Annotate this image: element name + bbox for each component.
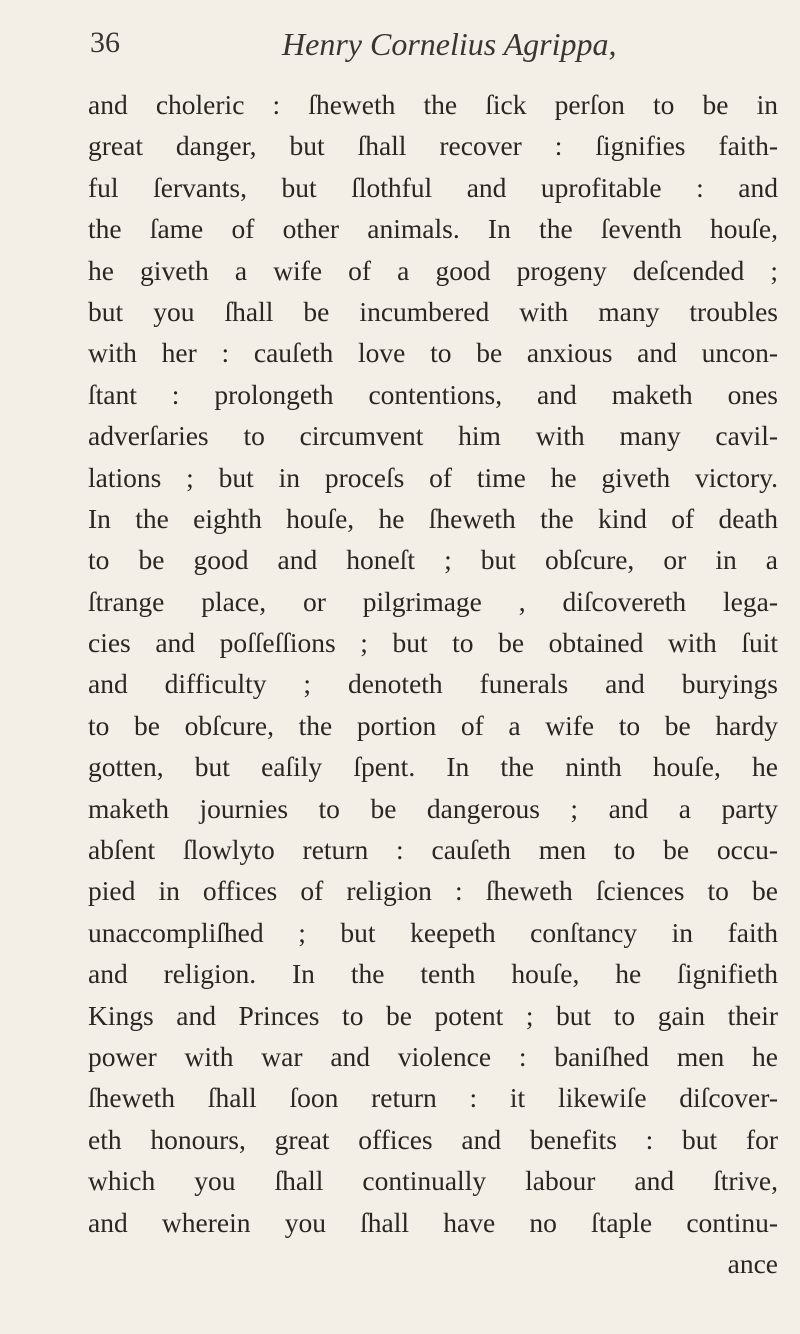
text-line: pied in offices of religion : ſheweth ſciences to be bbox=[88, 875, 778, 907]
text-line: and religion. In the tenth houſe, he ſignifieth bbox=[88, 958, 778, 990]
text-line: the ſame of other animals. In the ſeventh houſe, bbox=[88, 213, 778, 245]
text-line: adverſaries to circumvent him with many cavil- bbox=[88, 420, 778, 452]
text-line: which you ſhall continually labour and ſtrive, bbox=[88, 1165, 778, 1197]
page-number: 36 bbox=[90, 26, 120, 59]
body-text bbox=[88, 84, 778, 1284]
running-head bbox=[90, 26, 780, 66]
text-line: but you ſhall be incumbered with many troubles bbox=[88, 295, 778, 327]
text-line: to be good and honeſt ; but obſcure, or in a bbox=[88, 544, 778, 576]
text-line: ſtant : prolongeth contentions, and maketh ones bbox=[88, 378, 778, 410]
text-line: he giveth a wife of a good progeny deſcended ; bbox=[88, 254, 778, 286]
text-line: cies and poſſeſſions ; but to be obtained with ſuit bbox=[88, 627, 778, 659]
text-line: maketh journies to be dangerous ; and a party bbox=[88, 792, 778, 824]
text-line: and difficulty ; denoteth funerals and buryings bbox=[88, 668, 778, 700]
text-line: gotten, but eaſily ſpent. In the ninth houſe, he bbox=[88, 751, 778, 783]
catchword: ance bbox=[727, 1247, 778, 1279]
text-line: and choleric : ſheweth the ſick perſon to be in bbox=[88, 89, 778, 120]
text-line: unaccompliſhed ; but keepeth conſtancy in faith bbox=[88, 916, 778, 948]
text-line: great danger, but ſhall recover : ſignifies faith- bbox=[88, 130, 778, 162]
text-line: ſtrange place, or pilgrimage , diſcovereth lega- bbox=[88, 585, 778, 617]
text-line: ſheweth ſhall ſoon return : it likewiſe diſcover- bbox=[88, 1082, 778, 1114]
text-line: eth honours, great offices and benefits : but for bbox=[88, 1123, 778, 1155]
text-line: power with war and violence : baniſhed men he bbox=[88, 1040, 778, 1072]
text-line: lations ; but in proceſs of time he giveth victory. bbox=[88, 461, 778, 493]
text-line: In the eighth houſe, he ſheweth the kind of death bbox=[88, 502, 778, 534]
running-title: Henry Cornelius Agrippa, bbox=[282, 26, 617, 62]
text-line: ful ſervants, but ſlothful and uprofitable : and bbox=[88, 171, 778, 203]
text-line: to be obſcure, the portion of a wife to be hardy bbox=[88, 709, 778, 741]
text-line: with her : cauſeth love to be anxious and uncon- bbox=[88, 337, 778, 369]
text-line: Kings and Princes to be potent ; but to gain their bbox=[88, 999, 778, 1031]
text-line: abſent ſlowlyto return : cauſeth men to be occu- bbox=[88, 834, 778, 866]
text-line: and wherein you ſhall have no ſtaple continu- bbox=[88, 1206, 778, 1238]
